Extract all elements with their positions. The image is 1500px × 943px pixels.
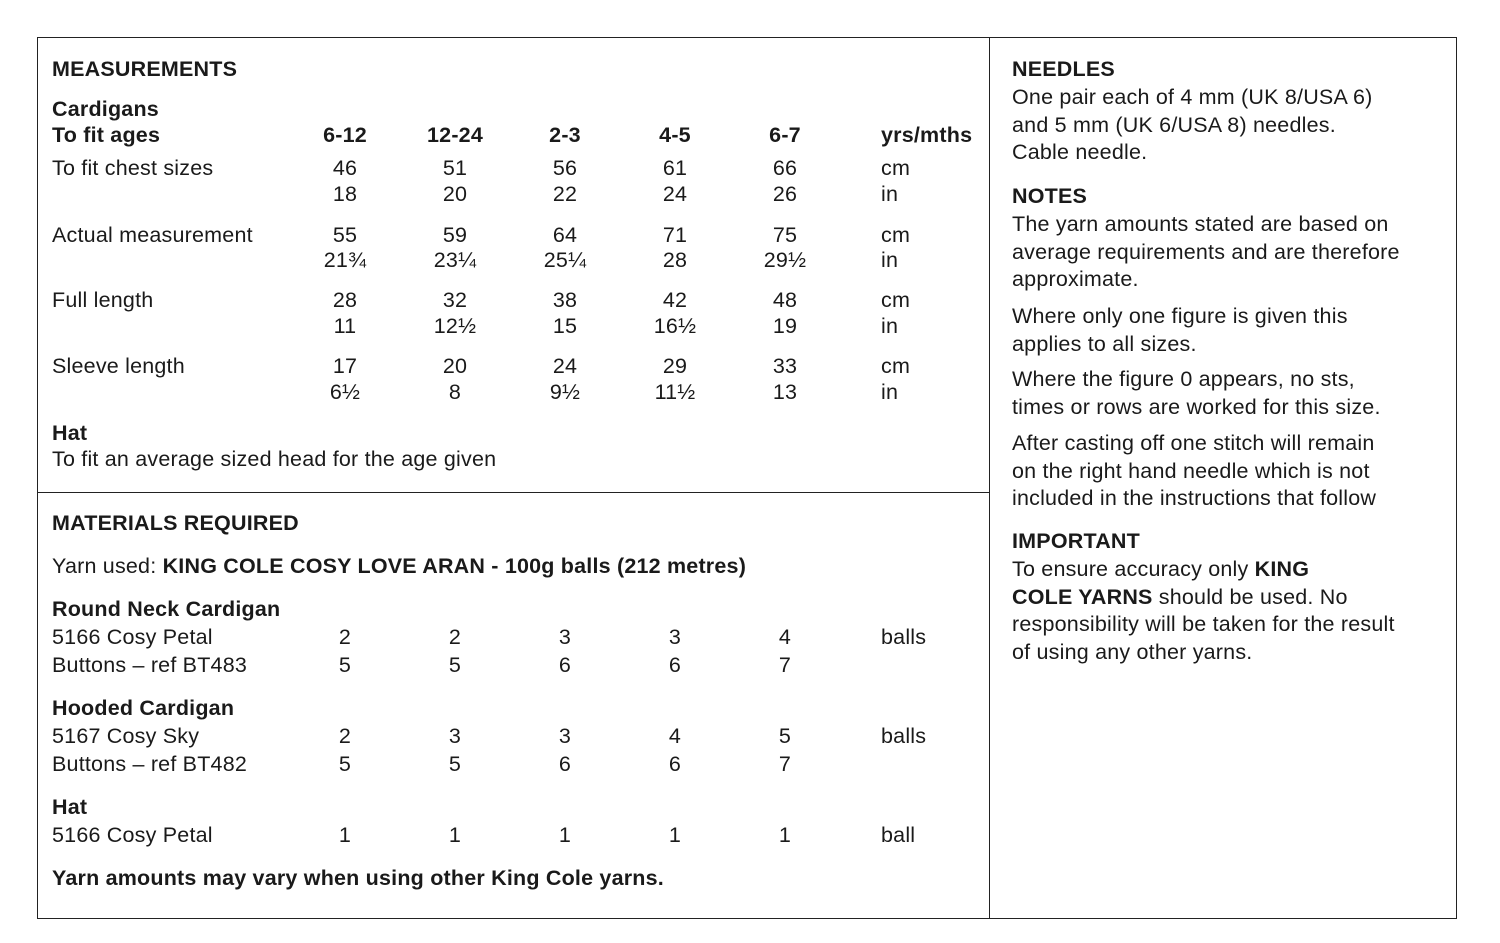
in-value: 12½ <box>433 314 477 338</box>
material-value: 5 <box>338 752 352 776</box>
cm-value: 24 <box>552 354 578 378</box>
row-label: Sleeve length <box>52 354 185 378</box>
notes-paragraph <box>1012 366 1381 421</box>
age-header: 4-5 <box>659 123 691 147</box>
hat-size-text: To fit an average sized head for the age given <box>52 447 497 471</box>
material-value: 2 <box>448 625 462 649</box>
cm-value: 17 <box>332 354 358 378</box>
notes-heading: NOTES <box>1012 184 1088 208</box>
ages-unit: yrs/mths <box>881 123 973 147</box>
important-prefix: To ensure accuracy only <box>1012 557 1255 581</box>
section-divider <box>37 492 989 493</box>
material-value: 4 <box>668 724 682 748</box>
in-value: 20 <box>442 182 468 206</box>
materials-heading: MATERIALS REQUIRED <box>52 511 299 535</box>
cm-value: 56 <box>552 156 578 180</box>
group-title: Round Neck Cardigan <box>52 597 281 621</box>
unit-cm: cm <box>881 156 911 180</box>
cm-value: 55 <box>332 223 358 247</box>
material-value: 1 <box>778 823 792 847</box>
yarn-used <box>52 553 746 579</box>
material-value: 6 <box>668 653 682 677</box>
material-value: 7 <box>778 752 792 776</box>
material-value: 3 <box>558 724 572 748</box>
material-value: 3 <box>558 625 572 649</box>
unit-in: in <box>881 248 899 272</box>
material-unit: balls <box>881 724 927 748</box>
notes-line: approximate. <box>1012 267 1139 292</box>
notes-paragraph <box>1012 211 1400 294</box>
material-value: 3 <box>448 724 462 748</box>
notes-line: After casting off one stitch will remain <box>1012 431 1375 455</box>
material-value: 5 <box>448 653 462 677</box>
in-value: 8 <box>448 380 462 404</box>
column-divider <box>989 37 990 919</box>
cm-value: 64 <box>552 223 578 247</box>
cm-value: 42 <box>662 288 688 312</box>
material-label: Buttons – ref BT483 <box>52 653 248 677</box>
in-value: 11 <box>333 314 357 338</box>
needles-line: and 5 mm (UK 6/USA 8) needles. <box>1012 112 1336 137</box>
yarn-footer-note: Yarn amounts may vary when using other King Cole yarns. <box>52 866 664 890</box>
important-text <box>1012 556 1395 666</box>
in-value: 29½ <box>763 248 807 272</box>
unit-in: in <box>881 314 899 338</box>
in-value: 23¼ <box>433 248 477 272</box>
notes-line: average requirements and are therefore <box>1012 239 1400 264</box>
material-value: 1 <box>558 823 572 847</box>
material-value: 5 <box>778 724 792 748</box>
notes-paragraph <box>1012 430 1376 513</box>
notes-line: Where only one figure is given this <box>1012 304 1348 328</box>
in-value: 19 <box>772 314 798 338</box>
cm-value: 28 <box>332 288 358 312</box>
material-value: 7 <box>778 653 792 677</box>
cm-value: 51 <box>442 156 468 180</box>
cm-value: 32 <box>442 288 468 312</box>
in-value: 26 <box>772 182 798 206</box>
cm-value: 61 <box>662 156 688 180</box>
needles-line: One pair each of 4 mm (UK 8/USA 6) <box>1012 85 1373 109</box>
group-title: Hooded Cardigan <box>52 696 235 720</box>
in-value: 15 <box>552 314 578 338</box>
important-line: responsibility will be taken for the result <box>1012 612 1395 637</box>
material-value: 2 <box>338 724 352 748</box>
cm-value: 71 <box>662 223 688 247</box>
important-line: of using any other yarns. <box>1012 639 1253 664</box>
material-value: 6 <box>558 752 572 776</box>
row-label: Actual measurement <box>52 223 253 247</box>
important-heading: IMPORTANT <box>1012 529 1140 553</box>
in-value: 18 <box>332 182 358 206</box>
in-value: 16½ <box>653 314 697 338</box>
unit-cm: cm <box>881 354 911 378</box>
cardigans-label: Cardigans <box>52 97 159 121</box>
notes-line: applies to all sizes. <box>1012 331 1197 356</box>
cm-value: 20 <box>442 354 468 378</box>
row-label: To fit chest sizes <box>52 156 214 180</box>
material-label: 5166 Cosy Petal <box>52 823 213 847</box>
group-title: Hat <box>52 795 88 819</box>
cm-value: 38 <box>552 288 578 312</box>
important-brand: COLE YARNS <box>1012 584 1153 609</box>
material-value: 6 <box>558 653 572 677</box>
material-value: 6 <box>668 752 682 776</box>
notes-line: included in the instructions that follow <box>1012 486 1377 511</box>
in-value: 22 <box>552 182 578 206</box>
in-value: 6½ <box>329 380 361 404</box>
notes-line: on the right hand needle which is not <box>1012 458 1370 483</box>
age-header: 6-7 <box>769 123 801 147</box>
cm-value: 66 <box>772 156 798 180</box>
important-line <box>1012 556 1395 584</box>
material-value: 4 <box>778 625 792 649</box>
unit-cm: cm <box>881 223 911 247</box>
material-value: 1 <box>448 823 462 847</box>
unit-cm: cm <box>881 288 911 312</box>
needles-heading: NEEDLES <box>1012 57 1115 81</box>
cm-value: 59 <box>442 223 468 247</box>
age-header: 2-3 <box>549 123 581 147</box>
notes-paragraph <box>1012 303 1348 358</box>
important-line <box>1012 584 1395 612</box>
in-value: 24 <box>662 182 688 206</box>
needles-line: Cable needle. <box>1012 140 1148 165</box>
in-value: 28 <box>662 248 688 272</box>
material-label: Buttons – ref BT482 <box>52 752 248 776</box>
notes-line: The yarn amounts stated are based on <box>1012 212 1389 236</box>
cm-value: 33 <box>772 354 798 378</box>
in-value: 9½ <box>549 380 581 404</box>
material-value: 2 <box>338 625 352 649</box>
measurements-heading: MEASUREMENTS <box>52 57 238 81</box>
unit-in: in <box>881 182 899 206</box>
yarn-used-prefix: Yarn used: <box>52 554 163 578</box>
needles-text <box>1012 84 1373 167</box>
notes-line: times or rows are worked for this size. <box>1012 394 1381 419</box>
material-unit: ball <box>881 823 916 847</box>
row-label: Full length <box>52 288 154 312</box>
cm-value: 46 <box>332 156 358 180</box>
material-label: 5166 Cosy Petal <box>52 625 213 649</box>
in-value: 11½ <box>654 380 696 404</box>
yarn-name: KING COLE COSY LOVE ARAN - 100g balls (212 metres) <box>162 554 747 578</box>
cm-value: 75 <box>772 223 798 247</box>
material-value: 5 <box>448 752 462 776</box>
in-value: 25¼ <box>543 248 587 272</box>
cm-value: 29 <box>662 354 688 378</box>
important-suffix: should be used. No <box>1152 584 1348 609</box>
material-unit: balls <box>881 625 927 649</box>
cm-value: 48 <box>772 288 798 312</box>
age-header: 12-24 <box>427 123 483 147</box>
material-value: 5 <box>338 653 352 677</box>
age-header: 6-12 <box>323 123 367 147</box>
important-brand: KING <box>1254 557 1310 581</box>
fit-ages-label: To fit ages <box>52 123 161 147</box>
material-value: 1 <box>338 823 352 847</box>
material-value: 1 <box>668 823 682 847</box>
notes-line: Where the figure 0 appears, no sts, <box>1012 367 1355 391</box>
unit-in: in <box>881 380 899 404</box>
material-label: 5167 Cosy Sky <box>52 724 200 748</box>
material-value: 3 <box>668 625 682 649</box>
in-value: 13 <box>772 380 798 404</box>
in-value: 21¾ <box>323 248 367 272</box>
hat-heading: Hat <box>52 421 88 445</box>
